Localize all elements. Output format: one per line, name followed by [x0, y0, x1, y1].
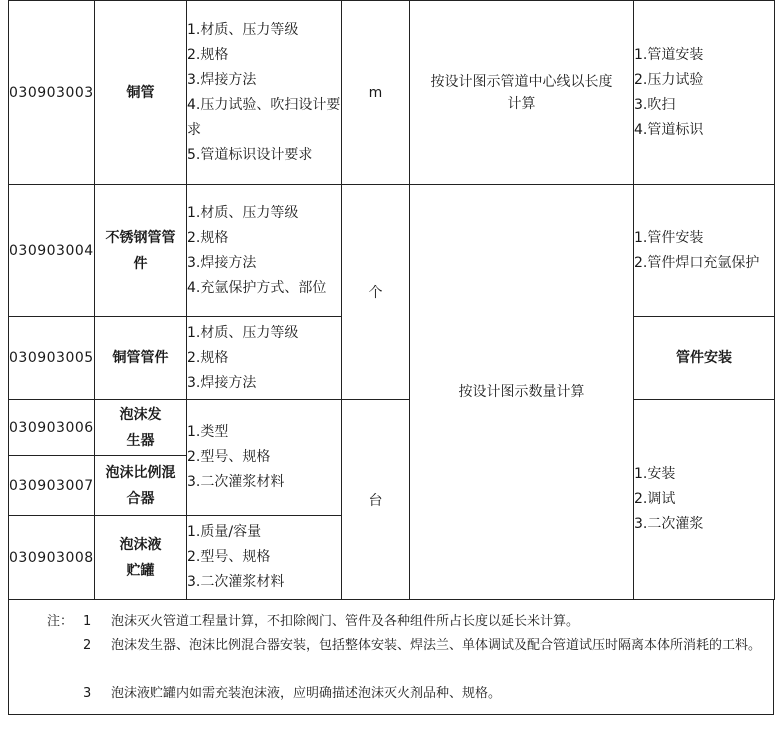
note-number: 2	[83, 638, 92, 653]
note-text: 泡沫液贮罐内如需充装泡沫液，应明确描述泡沫灭火剂品种、规格。	[111, 686, 502, 701]
work-line: 3.吹扫	[634, 96, 676, 113]
calc-rule: 按设计图示数量计算	[410, 185, 634, 600]
feature-line: 2.规格	[187, 46, 229, 63]
work-content	[634, 1, 775, 185]
table-row	[9, 185, 775, 317]
item-code: 030903008	[9, 516, 95, 600]
feature-line: 3.二次灌浆材料	[187, 574, 285, 590]
work-line: 1.安装	[634, 466, 676, 482]
feature-line: 3.焊接方法	[187, 374, 257, 391]
work-line: 1.管件安装	[634, 229, 704, 246]
work-line: 1.管道安装	[634, 46, 704, 63]
feature-line: 2.型号、规格	[187, 449, 271, 465]
work-content	[634, 400, 775, 600]
unit-cell: m	[342, 1, 410, 185]
item-code: 030903004	[9, 185, 95, 317]
item-code: 030903006	[9, 400, 95, 456]
work-content	[634, 317, 775, 400]
unit-cell: 个	[342, 185, 410, 400]
table-row	[9, 1, 775, 185]
item-code: 030903003	[9, 1, 95, 185]
item-code: 030903005	[9, 317, 95, 400]
feature-line: 3.焊接方法	[187, 254, 257, 271]
notes-prefix: 注：	[47, 614, 74, 629]
item-code: 030903007	[9, 456, 95, 516]
item-name: 泡沫比例混合器	[95, 456, 187, 516]
note-number: 3	[83, 686, 92, 701]
item-name: 铜管管件	[95, 317, 187, 400]
item-features	[187, 185, 342, 317]
item-name: 铜管	[95, 1, 187, 185]
unit-cell: 台	[342, 400, 410, 600]
feature-line: 1.材质、压力等级	[187, 204, 299, 221]
item-name: 泡沫液贮罐	[95, 516, 187, 600]
spec-table	[8, 0, 775, 600]
feature-line: 4.充氩保护方式、部位	[187, 279, 327, 296]
work-line: 2.压力试验	[634, 71, 704, 88]
item-features	[187, 400, 342, 516]
feature-line: 1.质量/容量	[187, 524, 262, 540]
work-line: 2.管件焊口充氩保护	[634, 254, 760, 271]
calc-rule: 按设计图示管道中心线以长度计算	[410, 1, 634, 185]
feature-line: 3.焊接方法	[187, 71, 257, 88]
note-text: 泡沫发生器、泡沫比例混合器安装，包括整体安装、焊法兰、单体调试及配合管道试压时隔离本体所消耗的工料。	[111, 638, 762, 653]
feature-line: 2.型号、规格	[187, 549, 271, 565]
item-features	[187, 317, 342, 400]
feature-line: 1.材质、压力等级	[187, 21, 299, 38]
work-line: 3.二次灌浆	[634, 516, 704, 532]
item-name: 不锈钢管管件	[95, 185, 187, 317]
work-content	[634, 185, 775, 317]
feature-line: 1.类型	[187, 424, 229, 440]
item-features	[187, 516, 342, 600]
feature-line: 2.规格	[187, 349, 229, 366]
note-number: 1	[83, 614, 92, 629]
work-line: 管件安装	[676, 349, 732, 366]
work-line: 2.调试	[634, 491, 676, 507]
feature-line: 2.规格	[187, 229, 229, 246]
item-name: 泡沫发生器	[95, 400, 187, 456]
work-line: 4.管道标识	[634, 121, 704, 138]
item-features	[187, 1, 342, 185]
feature-line: 1.材质、压力等级	[187, 324, 299, 341]
feature-line: 3.二次灌浆材料	[187, 474, 285, 490]
feature-line: 4.压力试验、吹扫设计要求	[187, 96, 341, 138]
table-row	[9, 400, 775, 456]
note-text: 泡沫灭火管道工程量计算，不扣除阀门、管件及各种组件所占长度以延长米计算。	[111, 614, 580, 629]
feature-line: 5.管道标识设计要求	[187, 146, 313, 163]
notes-section	[8, 600, 774, 715]
